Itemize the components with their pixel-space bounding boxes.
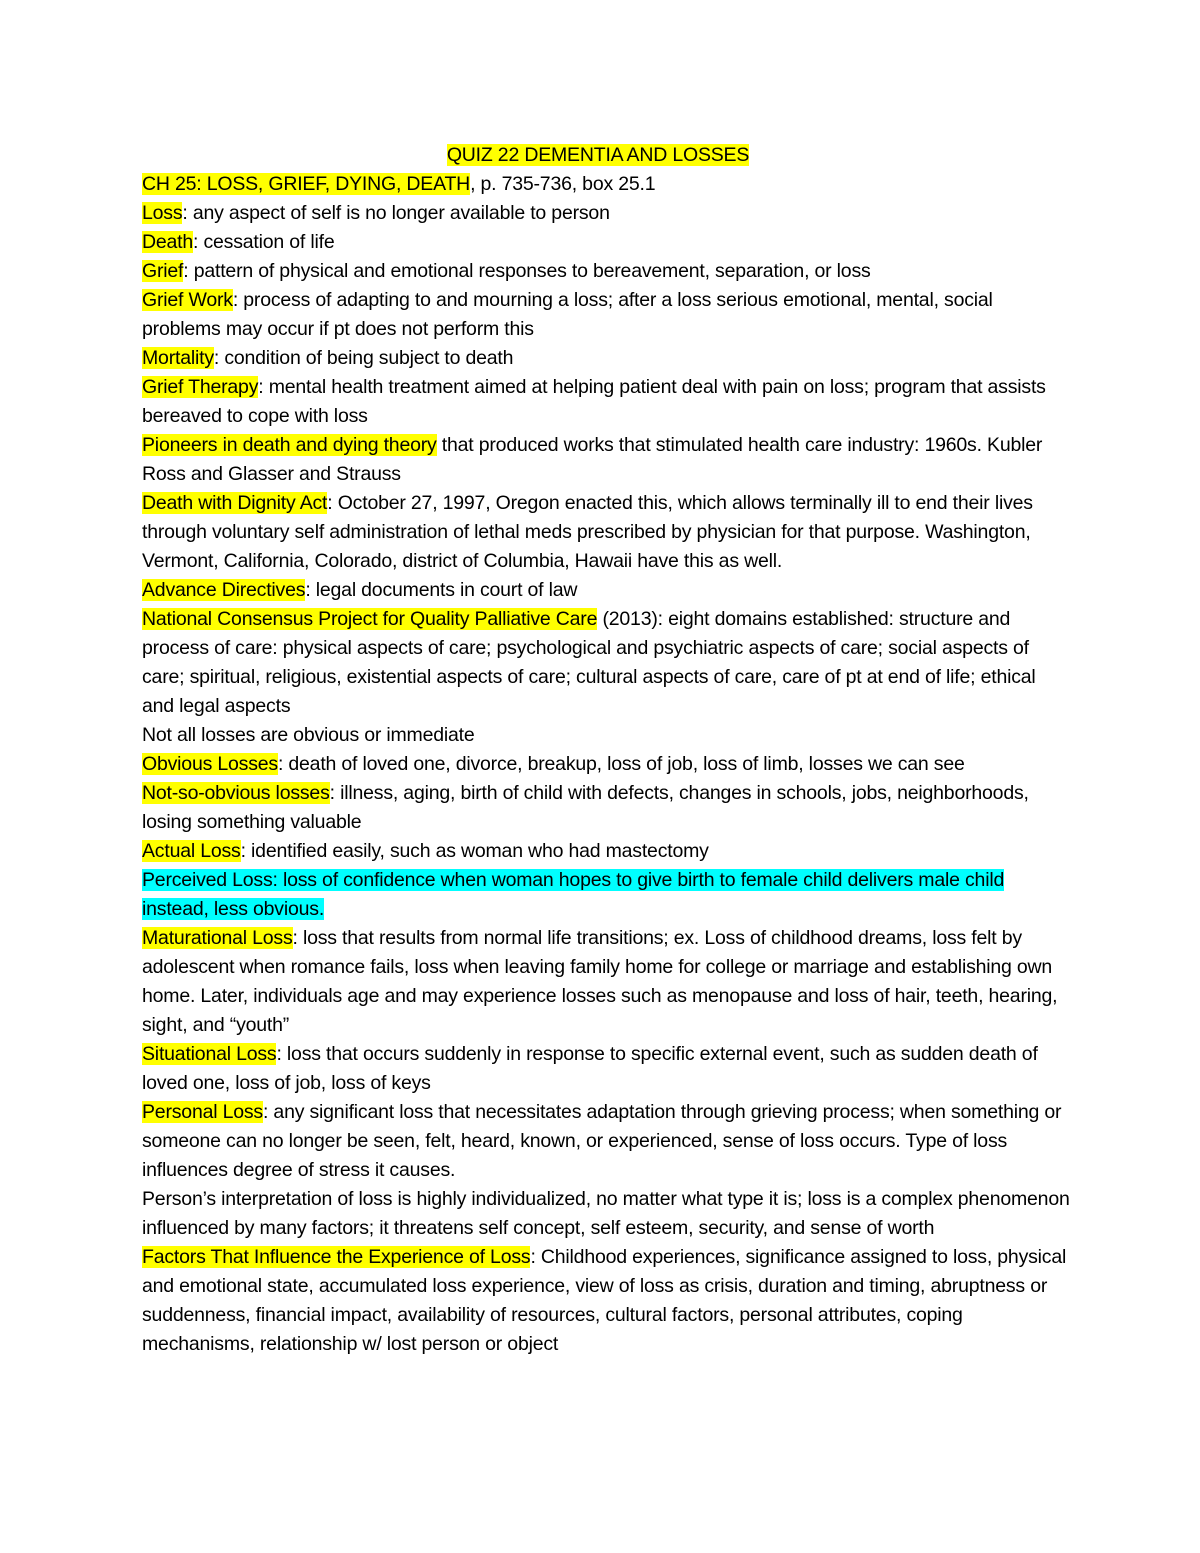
highlighted-term: National Consensus Project for Quality Palliative Care xyxy=(142,608,598,630)
document-page xyxy=(142,141,1072,1359)
paragraph xyxy=(142,721,1072,750)
paragraph xyxy=(142,866,1072,924)
paragraph-text: : mental health treatment aimed at helping patient deal with pain on loss; program that assists bereaved to cope with loss xyxy=(142,376,1046,427)
paragraph xyxy=(142,286,1072,344)
paragraph-text: : process of adapting to and mourning a loss; after a loss serious emotional, mental, social problems may occur if pt does not perform this xyxy=(142,289,993,340)
paragraph-text: : pattern of physical and emotional responses to bereavement, separation, or loss xyxy=(183,260,871,282)
highlighted-term: Situational Loss xyxy=(142,1043,277,1065)
paragraph xyxy=(142,199,1072,228)
paragraph xyxy=(142,605,1072,721)
paragraph xyxy=(142,1243,1072,1359)
highlighted-term: Death xyxy=(142,231,194,253)
highlighted-term: CH 25: LOSS, GRIEF, DYING, DEATH xyxy=(142,173,471,195)
paragraph xyxy=(142,228,1072,257)
paragraph-text: : Childhood experiences, significance assigned to loss, physical and emotional state, accumulated loss experience, view of loss as crisis, duration and timing, abruptness or suddenness, financial impact, availability of resources, cultural factors, personal attributes, coping mechanisms, relationship w/ lost person or object xyxy=(142,1246,1067,1355)
paragraph xyxy=(142,489,1072,576)
paragraph-text: : loss that results from normal life transitions; ex. Loss of childhood dreams, loss felt by adolescent when romance fails, loss when leaving family home for college or marriage and establishing own home. Later, individuals age and may experience losses such as menopause and loss of hair, teeth, hearing, sight, and “youth” xyxy=(142,927,1058,1036)
paragraph xyxy=(142,1098,1072,1185)
paragraph-text: : any significant loss that necessitates adaptation through grieving process; when something or someone can no longer be seen, felt, heard, known, or experienced, sense of loss occurs. Type of loss influences degree of stress it causes. xyxy=(142,1101,1062,1181)
paragraph xyxy=(142,576,1072,605)
paragraph xyxy=(142,431,1072,489)
paragraph-text: : legal documents in court of law xyxy=(305,579,578,601)
highlighted-term: Maturational Loss xyxy=(142,927,293,949)
paragraph-text: , p. 735-736, box 25.1 xyxy=(470,173,656,195)
title-row xyxy=(142,141,1054,170)
highlighted-term: Factors That Influence the Experience of Loss xyxy=(142,1246,531,1268)
highlighted-term: Obvious Losses xyxy=(142,753,278,775)
highlighted-term: Grief Therapy xyxy=(142,376,259,398)
highlighted-term: Grief xyxy=(142,260,184,282)
paragraph-text: : condition of being subject to death xyxy=(213,347,514,369)
highlighted-term: Death with Dignity Act xyxy=(142,492,328,514)
paragraph-text: : cessation of life xyxy=(193,231,335,253)
paragraph-text: that produced works that stimulated health care industry: 1960s. Kubler Ross and Glasser and Strauss xyxy=(142,434,1043,485)
document-body xyxy=(142,170,1072,1359)
paragraph xyxy=(142,1040,1072,1098)
paragraph xyxy=(142,1185,1072,1243)
paragraph xyxy=(142,170,1072,199)
paragraph xyxy=(142,924,1072,1040)
paragraph-text: (2013): eight domains established: structure and process of care: physical aspects of care; psychological and psychiatric aspects of care; social aspects of care; spiritual, religious, existential aspects of care; cultural aspects of care, care of pt at end of life; ethical and legal aspects xyxy=(142,608,1036,717)
highlighted-term: Mortality xyxy=(142,347,214,369)
paragraph-text: : identified easily, such as woman who had mastectomy xyxy=(240,840,709,862)
paragraph xyxy=(142,373,1072,431)
highlighted-term: Advance Directives xyxy=(142,579,306,601)
highlighted-term: Pioneers in death and dying theory xyxy=(142,434,437,456)
paragraph-text: Person’s interpretation of loss is highly individualized, no matter what type it is; loss is a complex phenomenon influenced by many factors; it threatens self concept, self esteem, security, and sense of worth xyxy=(142,1188,1070,1239)
highlighted-term: Not-so-obvious losses xyxy=(142,782,330,804)
paragraph xyxy=(142,257,1072,286)
paragraph xyxy=(142,779,1072,837)
paragraph-text: : October 27, 1997, Oregon enacted this, which allows terminally ill to end their lives through voluntary self administration of lethal meds prescribed by physician for that purpose. Washington, Vermont, California, Colorado, district of Columbia, Hawaii have this as well. xyxy=(142,492,1033,572)
highlighted-term: Grief Work xyxy=(142,289,233,311)
highlighted-paragraph: Perceived Loss: loss of confidence when woman hopes to give birth to female child delivers male child instead, less obvious. xyxy=(142,869,1005,920)
paragraph-text: : any aspect of self is no longer available to person xyxy=(182,202,610,224)
paragraph-text: : loss that occurs suddenly in response to specific external event, such as sudden death of loved one, loss of job, loss of keys xyxy=(142,1043,1038,1094)
paragraph-text: : illness, aging, birth of child with defects, changes in schools, jobs, neighborhoods, losing something valuable xyxy=(142,782,1029,833)
paragraph-text: : death of loved one, divorce, breakup, loss of job, loss of limb, losses we can see xyxy=(277,753,965,775)
highlighted-term: Personal Loss xyxy=(142,1101,263,1123)
paragraph-text: Not all losses are obvious or immediate xyxy=(142,724,475,746)
paragraph xyxy=(142,344,1072,373)
highlighted-term: Loss xyxy=(142,202,183,224)
paragraph xyxy=(142,750,1072,779)
paragraph xyxy=(142,837,1072,866)
highlighted-term: Actual Loss xyxy=(142,840,241,862)
page-title: QUIZ 22 DEMENTIA AND LOSSES xyxy=(446,144,750,166)
